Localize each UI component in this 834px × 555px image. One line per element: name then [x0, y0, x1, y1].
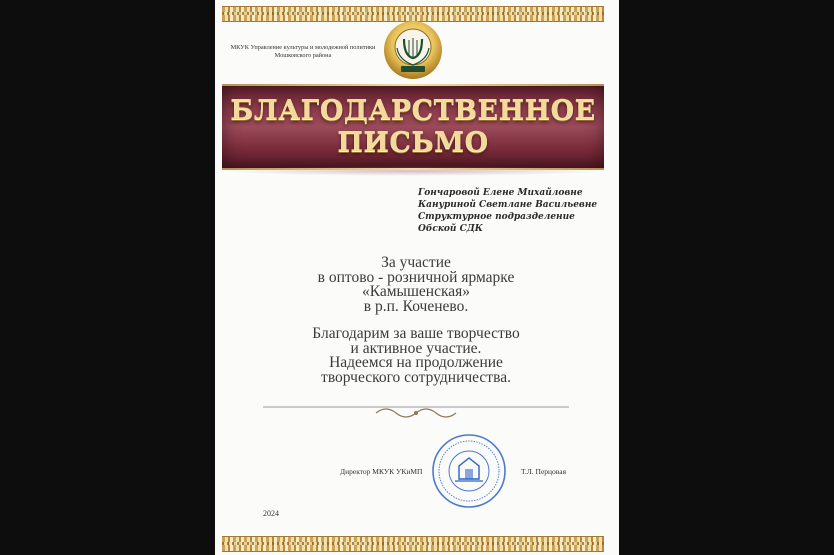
text-line: в оптово - розничной ярмарке	[317, 268, 515, 286]
certificate-page	[215, 0, 619, 555]
title-banner	[222, 84, 604, 170]
signature-title: Директор МКУК УКиМП	[340, 467, 423, 476]
text-line: и активное участие.	[350, 339, 482, 357]
bottom-ornament-border	[222, 536, 604, 552]
recipient-line: Гончаровой Елене Михайловне	[418, 188, 583, 198]
signature-name: Т.Л. Перцовая	[521, 467, 567, 476]
banner-title-line1: БЛАГОДАРСТВЕННОЕ	[230, 95, 596, 126]
text-line: Надеемся на продолжение	[329, 354, 503, 371]
banner-gloss	[222, 166, 604, 176]
gratitude-paragraph	[235, 327, 597, 385]
organization-line: МКУК Управление культуры и молодежной политики	[230, 44, 376, 51]
text-line: Благодарим за ваше творчество	[312, 325, 520, 342]
organization-name	[223, 44, 383, 60]
text-line: в р.п. Коченево.	[363, 297, 469, 315]
ornament-divider	[263, 402, 569, 420]
organization-line: Мошковского района	[274, 52, 332, 59]
recipient-line: Кануриной Светлане Васильевне	[418, 200, 598, 210]
recipient-line: Обской СДК	[418, 224, 483, 234]
recipients-block	[418, 187, 613, 235]
recipient-line: Структурное подразделение	[418, 212, 575, 222]
text-line: «Камышенская»	[361, 283, 471, 300]
text-line: творческого сотрудничества.	[321, 368, 511, 386]
year-label: 2024	[263, 509, 279, 518]
participation-paragraph	[235, 256, 597, 314]
official-stamp-icon	[431, 433, 507, 509]
banner-title-line2: ПИСЬМО	[337, 127, 489, 158]
lyre-emblem-icon	[383, 20, 443, 80]
text-line: За участие	[381, 254, 451, 271]
